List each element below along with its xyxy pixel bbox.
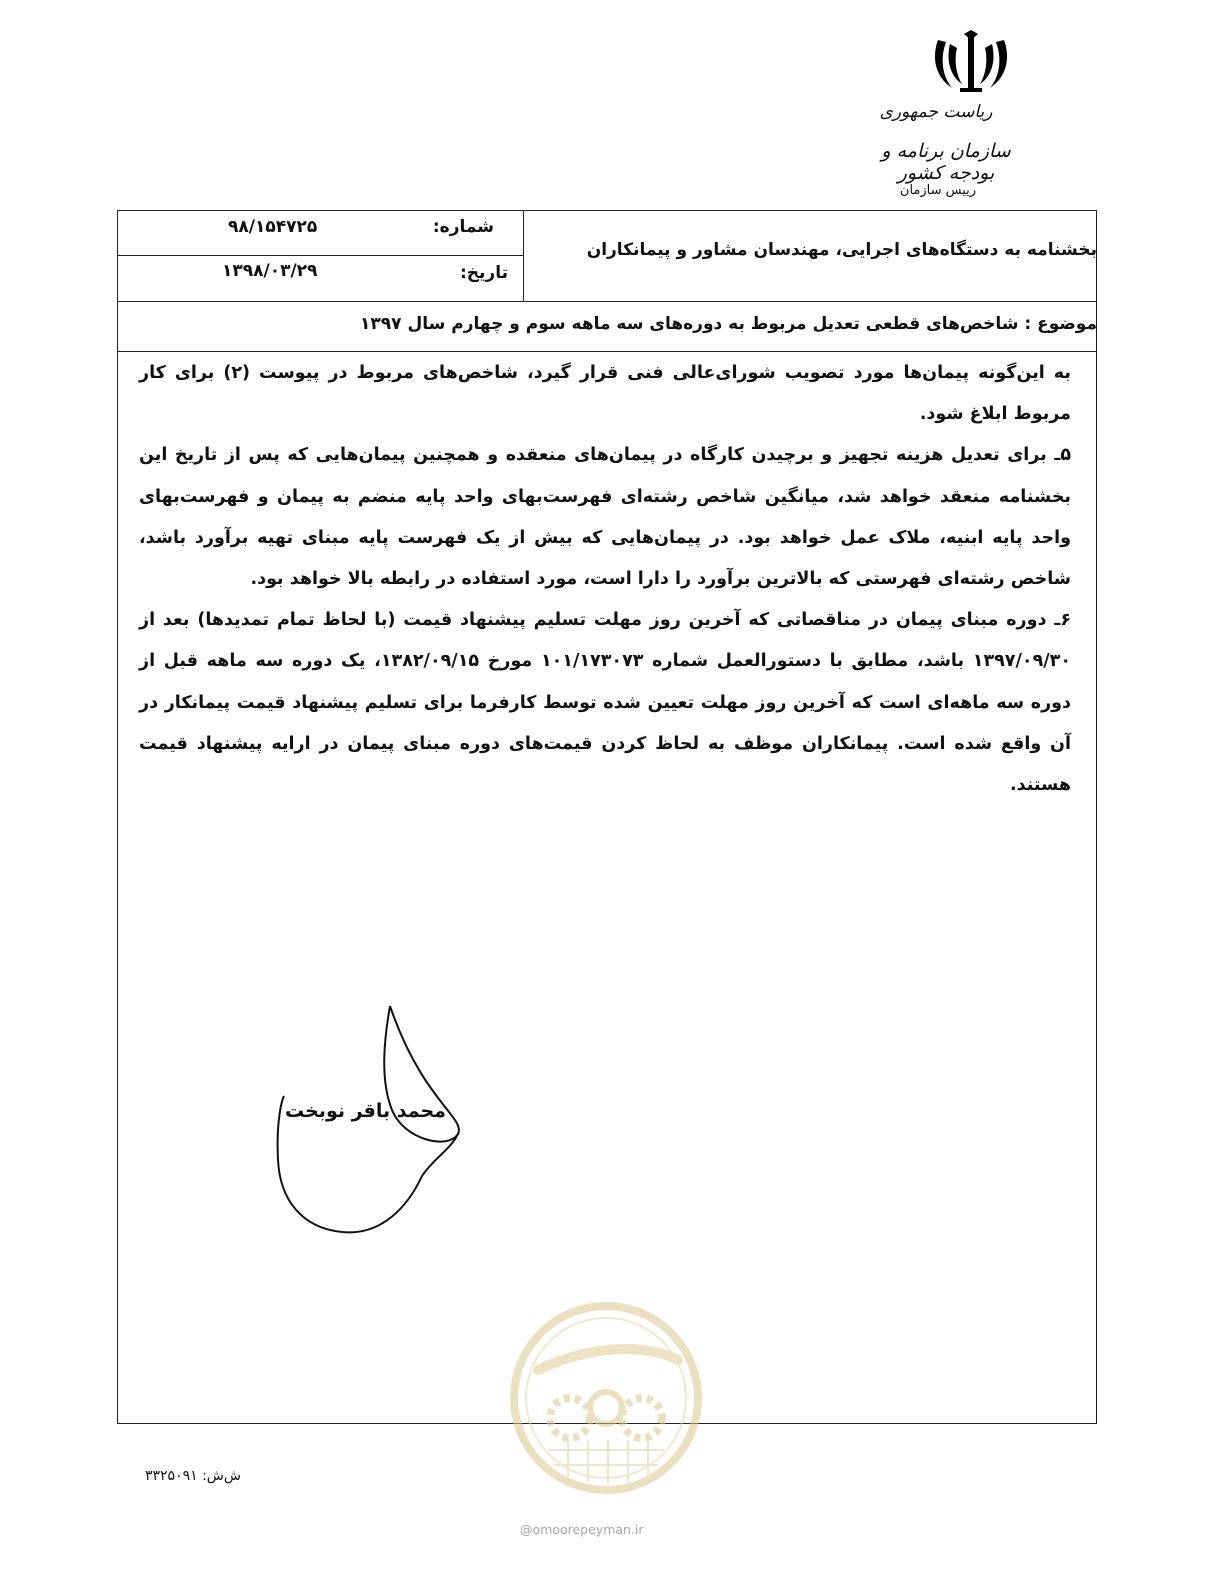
number-value: ۹۸/۱۵۴۷۲۵ bbox=[228, 217, 318, 237]
header-divider bbox=[118, 301, 1096, 302]
watermark-site-label: @omoorepeyman.ir bbox=[520, 1522, 644, 1537]
body-paragraph: ۵ـ برای تعدیل هزینه تجهیز و برچیدن کارگاه در پیمان‌های منعقده و همچنین پیمان‌هایی که پس از تاریخ این بخشنامه منعقد خواهد شد، میانگین شاخص رشته‌ای فهرست‌بهای واحد پایه منضم به پیمان و فهرست‌بهای واحد پایه ابنیه، ملاک عمل خواهد بود. در پیمان‌هایی که بیش از یک فهرست پایه مبنای تهیه برآورد باشد، شاخص رشته‌ای فهرستی که بالاترین برآورد را دارا است، مورد استفاده در رابطه بالا خواهد بود. bbox=[139, 445, 1071, 590]
org-title: ریاست جمهوری bbox=[879, 102, 993, 122]
subject-divider bbox=[118, 351, 1096, 352]
date-value: ۱۳۹۸/۰۳/۲۹ bbox=[222, 261, 318, 281]
omoorepeyman-watermark-seal bbox=[508, 1300, 704, 1496]
org-name: سازمان برنامه و بودجه کشور bbox=[881, 140, 1011, 184]
org-role: رییس سازمان bbox=[899, 183, 977, 198]
signer-name: محمد باقر نوبخت bbox=[285, 1100, 446, 1122]
recipient-text: بخشنامه به دستگاه‌های اجرایی، مهندسان مشاور و پیمانکاران bbox=[586, 240, 1097, 260]
body-paragraph: ۶ـ دوره مبنای پیمان در مناقصاتی که آخرین روز مهلت تسلیم پیشنهاد قیمت (با لحاظ تمام تمدیدها) بعد از ۱۳۹۷/۰۹/۳۰ باشد، مطابق با دستورالعمل شماره ۱۰۱/۱۷۳۰۷۳ مورخ ۱۳۸۲/۰۹/۱۵، یک دوره سه ماهه قبل از دوره سه ماهه‌ای است که آخرین روز مهلت تعیین شده توسط کارفرما برای تسلیم پیشنهاد قیمت پیمانکار در آن واقع شده است. پیمانکاران موظف به لحاظ کردن قیمت‌های دوره مبنای پیمان در ارایه پیشنهاد قیمت هستند. bbox=[139, 610, 1071, 796]
number-date-divider bbox=[118, 255, 523, 256]
subject-text: موضوع : شاخص‌های قطعی تعدیل مربوط به دوره‌های سه ماهه سوم و چهارم سال ۱۳۹۷ bbox=[360, 314, 1097, 334]
iran-emblem-icon bbox=[930, 30, 1012, 96]
number-label: شماره: bbox=[432, 217, 494, 237]
footer-code: ش‌ش: ۳۳۲۵۰۹۱ bbox=[145, 1468, 241, 1484]
body-paragraph: به این‌گونه پیمان‌ها مورد تصویب شورای‌عالی فنی قرار گیرد، شاخص‌های مربوط در پیوست (۲) برای کار مربوط ابلاغ شود. bbox=[139, 363, 1071, 425]
date-label: تاریخ: bbox=[460, 263, 508, 283]
letter-body bbox=[139, 353, 1071, 806]
header-vertical-divider bbox=[523, 211, 524, 301]
